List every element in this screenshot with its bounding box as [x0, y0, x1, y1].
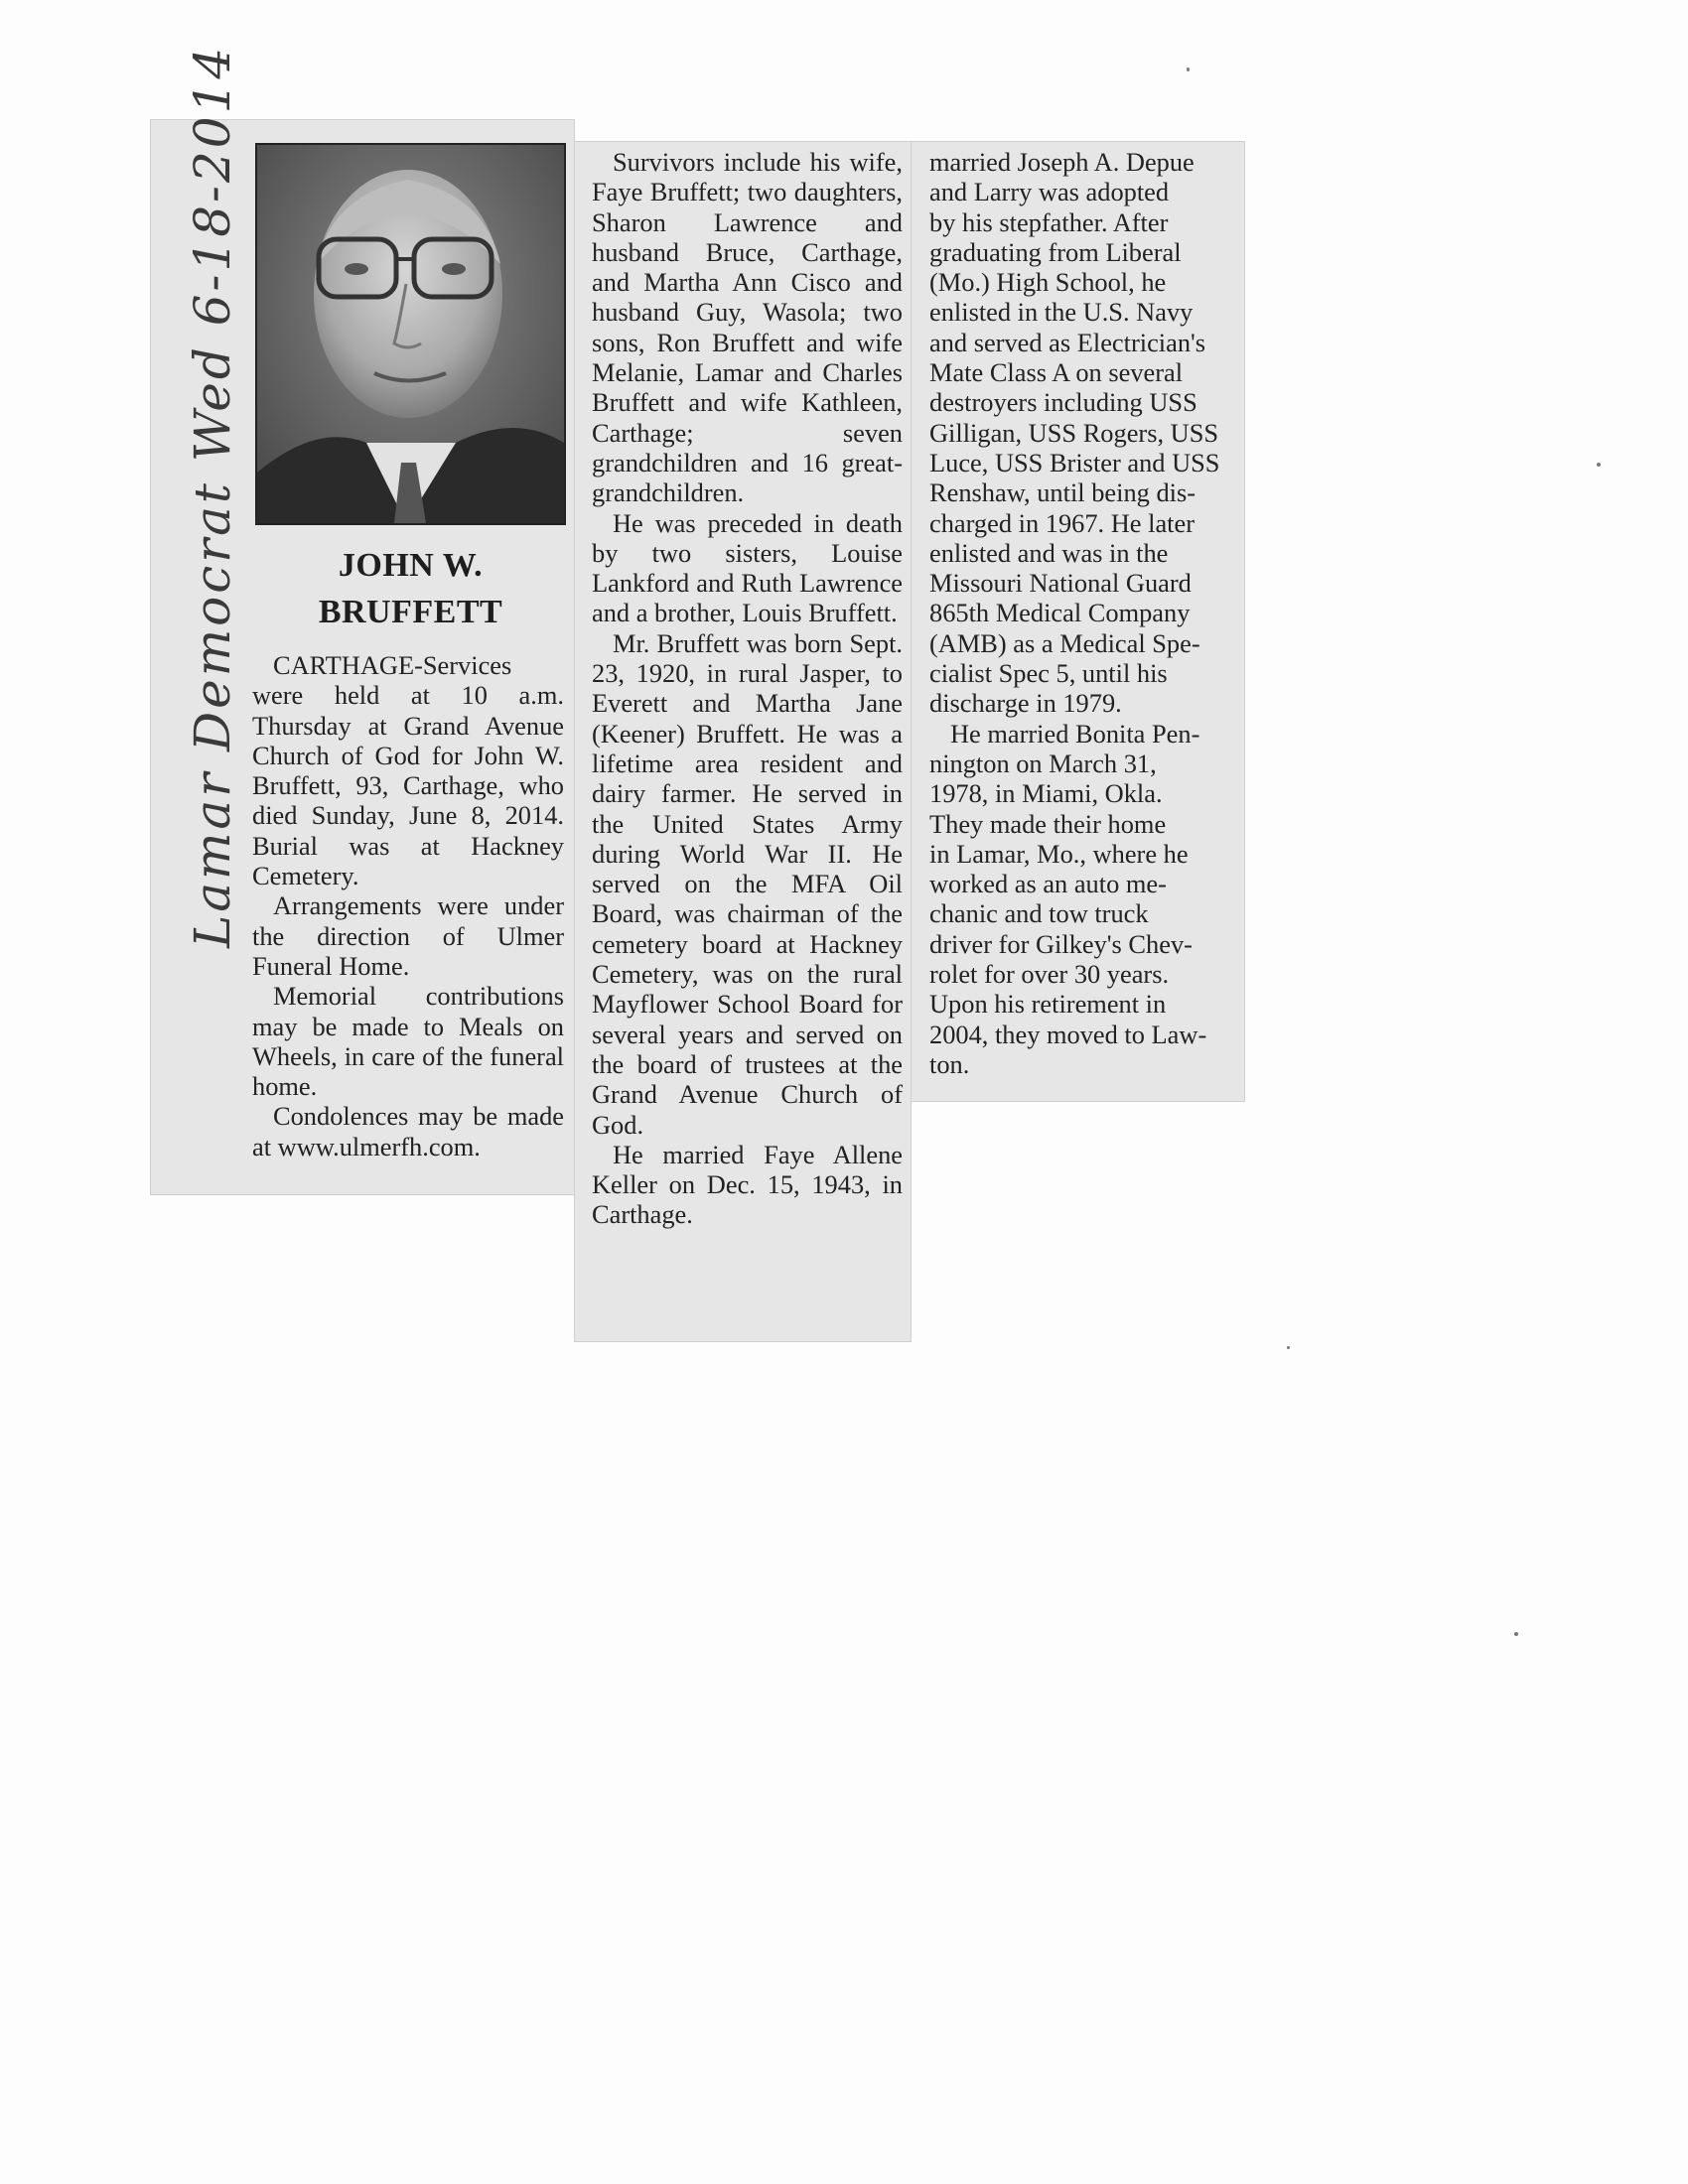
- column-3-line: destroyers including USS: [929, 387, 1197, 418]
- biography-paragraph: Mr. Bruffett was born Sept. 23, 1920, in rural Jasper, to Everett and Martha Jane (Keener) Bruffett. He was a lifetime area resident and dairy farmer. He served in the United States Army during World War II. He served on the MFA Oil Board, was chairman of the cemetery board at Hackney Cemetery, was on the rural Mayflower School Board for several years and served on the board of trustees at the Grand Avenue Church of God.: [592, 627, 903, 1140]
- survivors-paragraph: Survivors include his wife, Faye Bruffett; two daughters, Sharon Lawrence and husband Bruce, Carthage, and Martha Ann Cisco and husband Guy, Wasola; two sons, Ron Bruffett and wife Melanie, Lamar and Charles Bruffett and wife Kathleen, Carthage; seven grandchildren and 16 great-grandchildren.: [592, 147, 903, 508]
- obituary-column-1: [252, 650, 564, 1196]
- column-3-line: by his stepfather. After: [929, 206, 1169, 237]
- column-3-line: worked as an auto me-: [929, 869, 1167, 899]
- column-3-line: rolet for over 30 years.: [929, 959, 1170, 990]
- column-3-line: charged in 1967. He later: [929, 507, 1195, 538]
- obituary-column-3: [929, 147, 1244, 1085]
- marriage-paragraph: He married Faye Allene Keller on Dec. 15, 1943, in Carthage.: [592, 1139, 903, 1230]
- column-3-line: enlisted in the U.S. Navy: [929, 297, 1194, 328]
- column-3-line: discharge in 1979.: [929, 688, 1122, 719]
- preceded-paragraph: He was preceded in death by two sisters, Louise Lankford and Ruth Lawrence and a brother, Louis Bruffett.: [592, 507, 903, 628]
- portrait-photo: [255, 143, 566, 525]
- column-3-line: in Lamar, Mo., where he: [929, 838, 1189, 869]
- condolences-paragraph: Condolences may be made at www.ulmerfh.com.: [252, 1101, 564, 1161]
- column-3-line: Gilligan, USS Rogers, USS: [929, 417, 1219, 448]
- obituary-name-heading: [255, 542, 566, 635]
- column-3-line: enlisted and was in the: [929, 537, 1169, 568]
- column-3-line: 2004, they moved to Law-: [929, 1019, 1207, 1049]
- arrangements-paragraph: Arrangements were under the direction of Ulmer Funeral Home.: [252, 890, 564, 981]
- column-3-line: (AMB) as a Medical Spe-: [929, 627, 1200, 658]
- column-3-line: They made their home: [929, 808, 1167, 839]
- column-3-line: 1978, in Miami, Okla.: [929, 778, 1163, 809]
- column-3-line: and Larry was adopted: [929, 177, 1170, 207]
- column-3-line: nington on March 31,: [929, 748, 1157, 778]
- column-3-line: 865th Medical Company: [929, 598, 1191, 628]
- column-3-line: graduating from Liberal: [929, 236, 1182, 267]
- scan-speck: [1514, 1632, 1518, 1636]
- column-3-line: Renshaw, until being dis-: [929, 478, 1196, 508]
- memorial-paragraph: Memorial contributions may be made to Meals on Wheels, in care of the funeral home.: [252, 981, 564, 1102]
- name-line-2: BRUFFETT: [318, 594, 503, 630]
- scan-speck: [1187, 68, 1190, 71]
- handwritten-date-note: Lamar Democrat Wed 6-18-2014: [184, 44, 241, 948]
- scan-speck: [1597, 463, 1601, 467]
- column-3-line: Missouri National Guard: [929, 568, 1192, 599]
- column-3-line: driver for Gilkey's Chev-: [929, 928, 1193, 959]
- portrait-image: [257, 145, 564, 523]
- column-3-line: and served as Electrician's: [929, 327, 1206, 357]
- obituary-column-2: [592, 147, 903, 1338]
- column-3-line: Mate Class A on several: [929, 357, 1184, 388]
- column-3-line: ton.: [929, 1048, 970, 1079]
- name-line-1: JOHN W.: [338, 547, 484, 584]
- column-3-line: Upon his retirement in: [929, 989, 1167, 1020]
- column-3-line: married Joseph A. Depue: [929, 147, 1195, 177]
- column-3-line: chanic and tow truck: [929, 898, 1149, 929]
- column-3-line: (Mo.) High School, he: [929, 267, 1167, 298]
- services-paragraph: CARTHAGE-Services were held at 10 a.m. Thursday at Grand Avenue Church of God for John W. Bruffett, 93, Carthage, who died Sunday, June 8, 2014. Burial was at Hackney Cemetery.: [252, 650, 564, 891]
- column-3-line: He married Bonita Pen-: [950, 718, 1200, 749]
- column-3-line: Luce, USS Brister and USS: [929, 447, 1220, 478]
- scan-speck: [1287, 1346, 1290, 1349]
- column-3-line: cialist Spec 5, until his: [929, 658, 1168, 689]
